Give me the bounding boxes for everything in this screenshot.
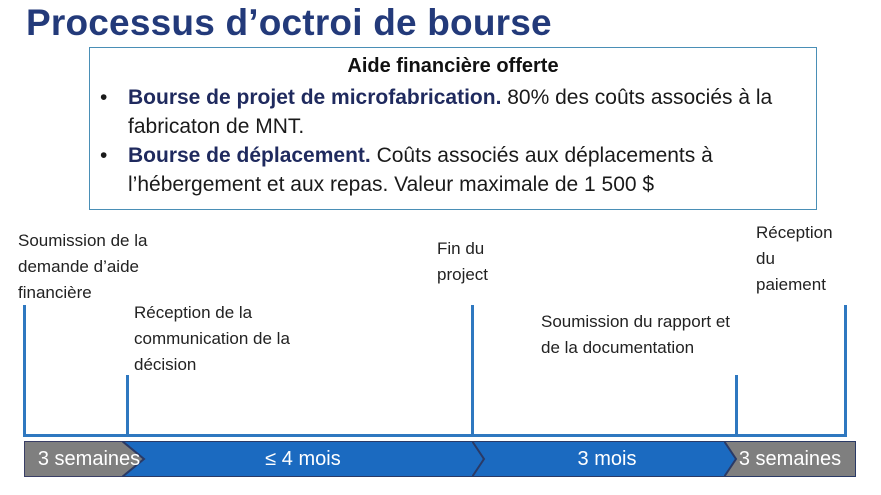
bullet-bold: Bourse de projet de microfabrication. [128, 86, 502, 109]
label-line: demande d’aide [18, 257, 139, 276]
bullet-body: Coûts associés aux déplacements à l’hébergement et aux repas. Valeur maximale de 1 500 $ [128, 144, 713, 196]
timeline-segment-payment [724, 441, 856, 477]
label-line: financière [18, 283, 92, 302]
segment-label: ≤ 4 mois [265, 447, 341, 470]
label-line: Soumission du rapport et [541, 312, 730, 331]
segment-label: 3 mois [577, 447, 637, 470]
bullet-dot: • [100, 144, 108, 167]
milestone-line-project-end [471, 305, 474, 436]
timeline-segment-project [472, 441, 742, 477]
milestone-submission-label [18, 228, 147, 306]
label-line: Fin du [437, 239, 485, 258]
milestone-payment-label [756, 220, 833, 298]
bullet-text [128, 83, 808, 141]
segment-label: 3 semaines [738, 447, 842, 470]
segment-label: 3 semaines [37, 447, 141, 470]
milestone-project-end-label [437, 236, 488, 288]
page-title: Processus d’octroi de bourse [26, 2, 552, 43]
label-line: Réception de la [134, 303, 253, 322]
financial-aid-heading: Aide financière offerte [347, 55, 559, 77]
label-line: décision [134, 355, 197, 374]
label-line: project [437, 265, 489, 284]
label-line: paiement [756, 275, 826, 294]
label-line: de la documentation [541, 338, 695, 357]
label-line: Réception [756, 223, 833, 242]
milestone-decision-label [134, 300, 290, 378]
timeline-baseline [23, 434, 847, 437]
label-line: Soumission de la [18, 231, 148, 250]
milestone-line-decision [126, 375, 129, 436]
milestone-line-report [735, 375, 738, 436]
bullet-dot: • [100, 86, 108, 109]
milestone-line-payment [844, 305, 847, 436]
label-line: du [756, 249, 775, 268]
milestone-report-label [541, 309, 730, 361]
milestone-line-submission [23, 305, 26, 436]
timeline-segment-decision [122, 441, 484, 477]
bullet-bold: Bourse de déplacement. [128, 144, 371, 167]
bullet-text [128, 141, 808, 199]
label-line: communication de la [134, 329, 290, 348]
financial-aid-box [89, 47, 817, 210]
bullet-body: 80% des coûts associés à la fabricaton de MNT. [128, 86, 773, 138]
